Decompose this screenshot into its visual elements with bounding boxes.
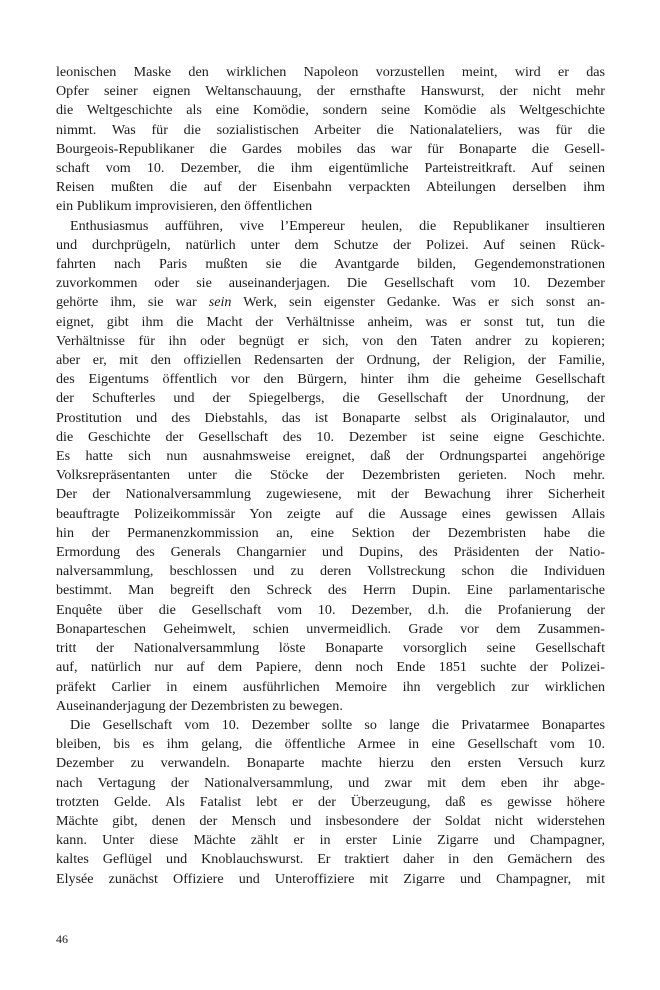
- text-line: fahrten nach Paris mußten sie die Avantgarde bilden, Gegendemonstrationen: [56, 256, 605, 273]
- text-line: tritt der Nationalversammlung löste Bonaparte vorsorglich seine Gesellschaft: [56, 640, 605, 657]
- text-line: präfekt Carlier in einem ausführlichen Memoire ihn vergeblich zur wirklichen: [56, 678, 605, 695]
- text-line: des Eigentums öffentlich vor den Bürgern, hinter ihm die geheime Gesellschaft: [56, 371, 605, 388]
- text-line: gehörte ihm, sie war sein Werk, sein eigenster Gedanke. Was er sich sonst an-: [56, 294, 605, 311]
- text-line: bestimmt. Man begreift den Schreck des Herrn Dupin. Eine parlamentarische: [56, 582, 605, 599]
- text-line: Volksrepräsentanten unter die Stöcke der Dezembristen gerieten. Noch mehr.: [56, 467, 605, 484]
- emphasized-word: sein: [208, 294, 232, 311]
- text-line: hin der Permanenzkommission an, eine Sektion der Dezembristen habe die: [56, 524, 605, 541]
- text-line: ein Publikum improvisieren, den öffentlichen: [56, 198, 313, 215]
- text-line: bleiben, bis es ihm gelang, die öffentliche Armee in eine Gesellschaft vom 10.: [56, 736, 605, 753]
- text-line: Es hatte sich nun ausnahmsweise ereignet, daß der Ordnungspartei angehörige: [56, 448, 605, 465]
- paragraph-text: [56, 63, 605, 889]
- text-line: leonischen Maske den wirklichen Napoleon vorzustellen meint, wird er das: [56, 64, 605, 80]
- text-line: und durchprügeln, natürlich unter dem Schutze der Polizei. Auf seinen Rück-: [56, 236, 605, 253]
- text-line: Opfer seiner eignen Weltanschauung, der ernsthafte Hanswurst, der nicht mehr: [56, 83, 605, 100]
- body-text: [56, 63, 605, 889]
- text-line: Bourgeois-Republikaner die Gardes mobiles das war für Bonaparte die Gesell-: [56, 140, 605, 157]
- text-line: Elysée zunächst Offiziere und Unteroffiziere mit Zigarre und Champagner, mit: [56, 870, 605, 887]
- text-line: Prostitution und des Diebstahls, das ist Bonaparte selbst als Originalautor, und: [56, 409, 605, 426]
- text-line: zuvorkommen oder sie auseinanderjagen. Die Gesellschaft vom 10. Dezember: [56, 275, 605, 292]
- text-line: nach Vertagung der Nationalversammlung, und zwar mit dem eben ihr abge-: [56, 774, 605, 791]
- text-line: Mächte gibt, denen der Mensch und insbesondere der Soldat nicht widerstehen: [56, 812, 605, 829]
- text-line: Ermordung des Generals Changarnier und Dupins, des Präsidenten der Natio-: [56, 544, 605, 561]
- text-line: die Weltgeschichte als eine Komödie, sondern seine Komödie als Weltgeschichte: [56, 102, 605, 119]
- text-line: Reisen mußten die auf der Eisenbahn verpackten Abteilungen derselben ihm: [56, 179, 605, 196]
- text-line: Die Gesellschaft vom 10. Dezember sollte so lange die Privatarmee Bonapartes: [70, 716, 605, 733]
- text-line: trotzten Gelde. Als Fatalist lebt er der Überzeugung, daß es gewisse höhere: [56, 793, 605, 810]
- text-line: Dezember zu verwandeln. Bonaparte machte hierzu den ersten Versuch kurz: [56, 755, 605, 772]
- text-line: aber er, mit den offiziellen Redensarten der Ordnung, der Religion, der Familie,: [56, 352, 605, 369]
- text-line: Auseinanderjagung der Dezembristen zu bewegen.: [56, 697, 343, 714]
- text-line: eignet, gibt ihm die Macht der Verhältnisse anheim, was er sonst tut, tun die: [56, 313, 605, 330]
- text-line: nalversammlung, beschlossen und zu deren Vollstreckung schon die Individuen: [56, 563, 605, 580]
- text-line: Enquête über die Gesellschaft vom 10. Dezember, d.h. die Profanierung der: [56, 601, 605, 618]
- text-line: Der der Nationalversammlung zugewiesene, mit der Bewachung ihrer Sicherheit: [56, 486, 605, 503]
- page-number: 46: [56, 932, 68, 946]
- text-line: nimmt. Was für die sozialistischen Arbeiter die Nationalateliers, was für die: [56, 121, 605, 138]
- text-line: schaft vom 10. Dezember, die ihm eigentümliche Parteistreitkraft. Auf seinen: [56, 160, 605, 177]
- text-line: der Schufterles und der Spiegelbergs, die Gesellschaft der Unordnung, der: [56, 390, 605, 407]
- text-line: kann. Unter diese Mächte zählt er in erster Linie Zigarre und Champagner,: [56, 832, 605, 849]
- text-line: Enthusiasmus aufführen, vive l’Empereur heulen, die Republikaner insultieren: [70, 217, 605, 234]
- text-line: Verhältnisse für ihn oder begnügt er sich, von den Taten andrer zu kopieren;: [56, 332, 605, 349]
- text-line: Bonaparteschen Geheimwelt, schien unvermeidlich. Grade vor dem Zusammen-: [56, 620, 605, 637]
- text-line: auf, natürlich nur auf dem Papiere, denn noch Ende 1851 suchte der Polizei-: [56, 659, 605, 676]
- text-line: die Geschichte der Gesellschaft des 10. Dezember ist seine eigne Geschichte.: [56, 428, 605, 445]
- text-line: kaltes Geflügel und Knoblauchswurst. Er traktiert daher in den Gemächern des: [56, 851, 605, 868]
- text-line: beauftragte Polizeikommissär Yon zeigte auf die Aussage eines gewissen Allais: [56, 505, 605, 522]
